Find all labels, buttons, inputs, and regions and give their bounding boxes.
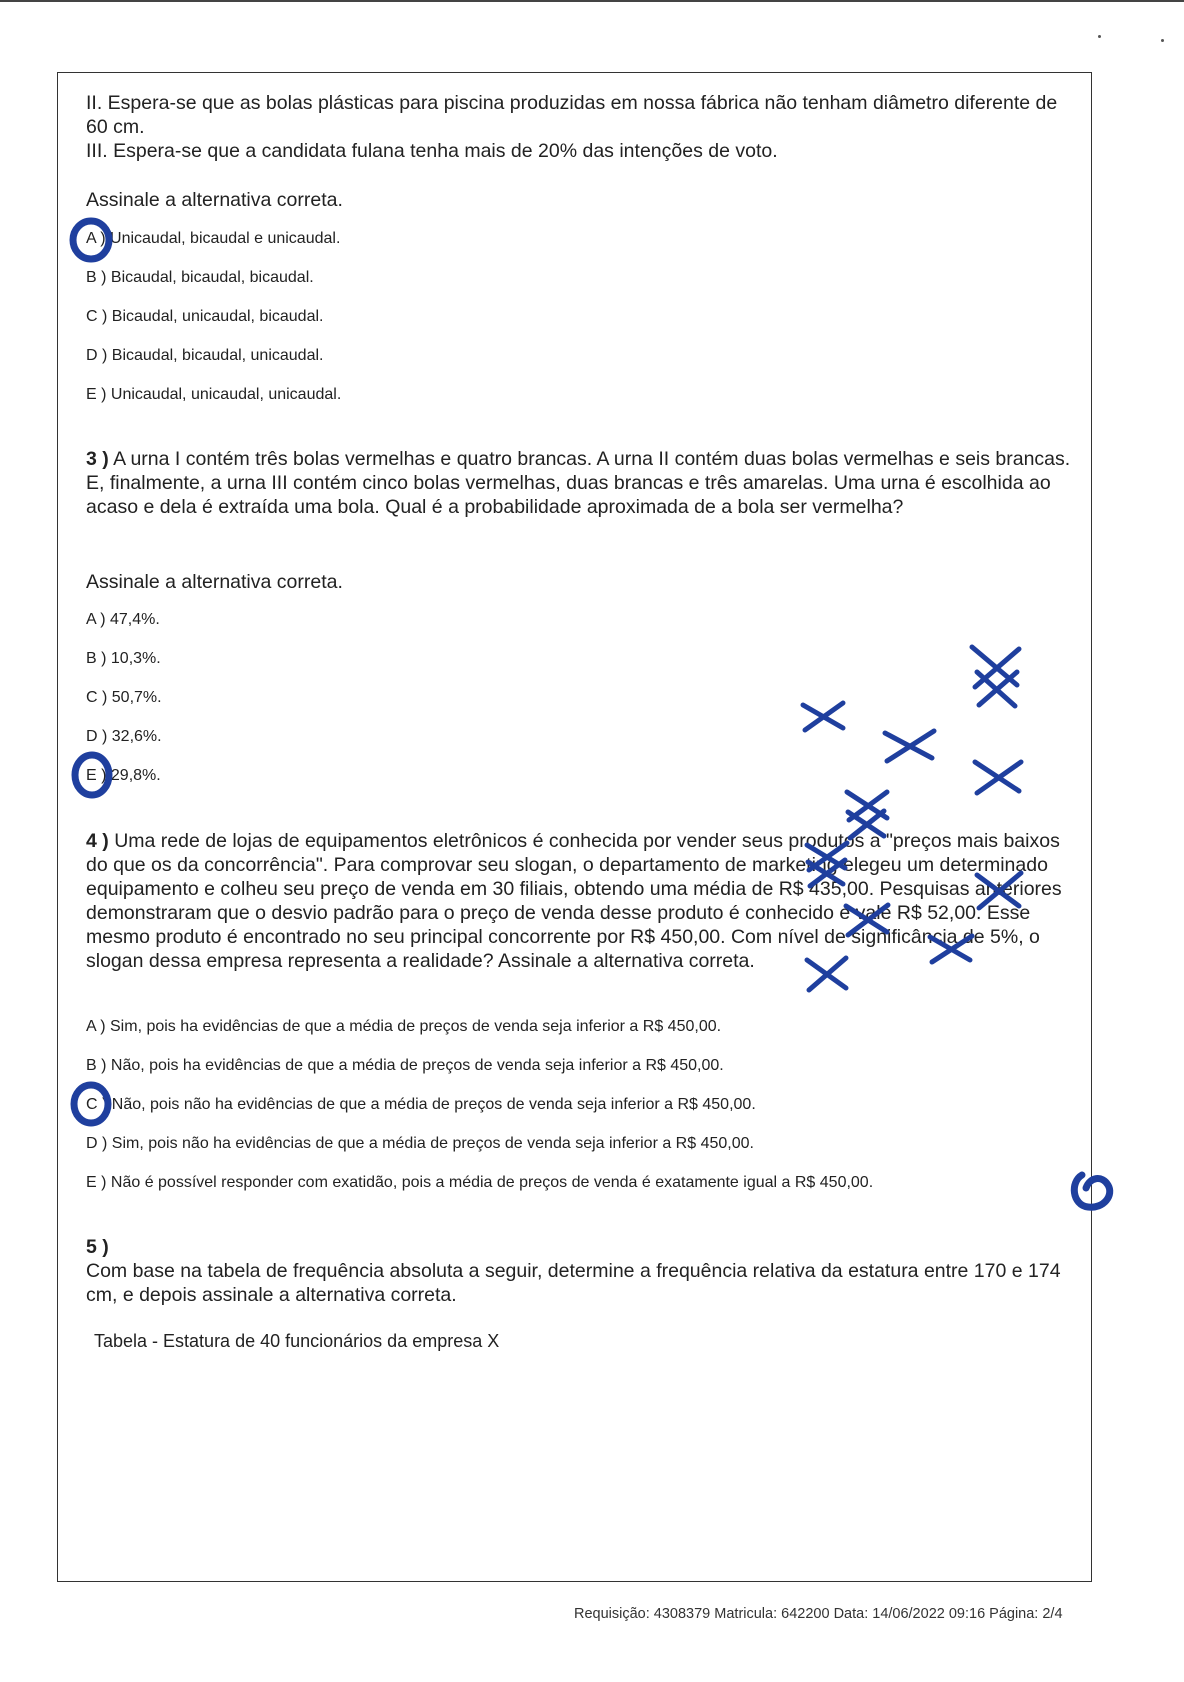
q2-prompt: Assinale a alternativa correta.: [86, 189, 343, 211]
q3-number: 3 ): [86, 448, 109, 470]
q5-table-caption: Tabela - Estatura de 40 funcionários da empresa X: [94, 1331, 500, 1351]
page-footer: Requisição: 4308379 Matricula: 642200 Data: 14/06/2022 09:16 Página: 2/4: [574, 1605, 1063, 1622]
q2-option-a[interactable]: A ) Unicaudal, bicaudal e unicaudal.: [86, 230, 341, 247]
scan-speck: [1161, 39, 1164, 42]
q3-option-c[interactable]: C ) 50,7%.: [86, 689, 162, 706]
q4-option-a[interactable]: A ) Sim, pois ha evidências de que a média de preços de venda seja inferior a R$ 450,00.: [86, 1018, 722, 1035]
q2-statement-ii: II. Espera-se que as bolas plásticas para piscina produzidas em nossa fábrica não tenham diâmetro diferente de 60 cm.: [86, 92, 1058, 138]
q2-option-c[interactable]: C ) Bicaudal, unicaudal, bicaudal.: [86, 308, 324, 325]
q3-option-a[interactable]: A ) 47,4%.: [86, 611, 160, 628]
q4-option-d[interactable]: D ) Sim, pois não ha evidências de que a média de preços de venda seja inferior a R$ 450,00.: [86, 1135, 754, 1152]
scan-speck: [1098, 35, 1101, 38]
q2-option-b[interactable]: B ) Bicaudal, bicaudal, bicaudal.: [86, 269, 314, 286]
q2-option-d[interactable]: D ) Bicaudal, bicaudal, unicaudal.: [86, 347, 324, 364]
q4-option-c[interactable]: C ) Não, pois não ha evidências de que a média de preços de venda seja inferior a R$ 450,00.: [86, 1096, 756, 1113]
q3-question: [86, 447, 1076, 519]
q4-text: Uma rede de lojas de equipamentos eletrônicos é conhecida por vender seus produtos a "preços mais baixos do que os da concorrência". Para comprovar seu slogan, o departamento de marketing elegeu um determinado equipamento e colheu seu preço de venda em 30 filiais, obtendo uma média de R$ 435,00. Pesquisas anteriores demonstraram que o desvio padrão para o preço de venda desse produto é conhecido e vale R$ 52,00. Esse mesmo produto é encontrado no seu principal concorrente por R$ 450,00. Com nível de significância de 5%, o slogan dessa empresa representa a realidade? Assinale a alternativa correta.: [86, 830, 1062, 972]
q5-text: Com base na tabela de frequência absoluta a seguir, determine a frequência relativa da estatura entre 170 e 174 cm, e depois assinale a alternativa correta.: [86, 1260, 1061, 1306]
q4-option-e[interactable]: E ) Não é possível responder com exatidão, pois a média de preços de venda é exatamente igual a R$ 450,00.: [86, 1174, 874, 1191]
page-frame: [57, 72, 1092, 1582]
q3-prompt: Assinale a alternativa correta.: [86, 571, 343, 593]
q2-option-e[interactable]: E ) Unicaudal, unicaudal, unicaudal.: [86, 386, 342, 403]
q3-option-b[interactable]: B ) 10,3%.: [86, 650, 161, 667]
q3-text: A urna I contém três bolas vermelhas e quatro brancas. A urna II contém duas bolas vermelhas e seis brancas. E, finalmente, a urna III contém cinco bolas vermelhas, duas brancas e três amarelas. Uma urna é escolhida ao acaso e dela é extraída uma bola. Qual é a probabilidade aproximada de a bola ser vermelha?: [86, 448, 1071, 518]
scan-top-edge: [0, 0, 1184, 2]
q2-statement-iii: III. Espera-se que a candidata fulana tenha mais de 20% das intenções de voto.: [86, 140, 778, 162]
q4-number: 4 ): [86, 830, 109, 852]
q3-option-d[interactable]: D ) 32,6%.: [86, 728, 162, 745]
q4-question: [86, 829, 1076, 973]
q3-option-e[interactable]: E ) 29,8%.: [86, 767, 161, 784]
q5-number: 5 ): [86, 1236, 109, 1258]
q4-option-b[interactable]: B ) Não, pois ha evidências de que a média de preços de venda seja inferior a R$ 450,00.: [86, 1057, 724, 1074]
